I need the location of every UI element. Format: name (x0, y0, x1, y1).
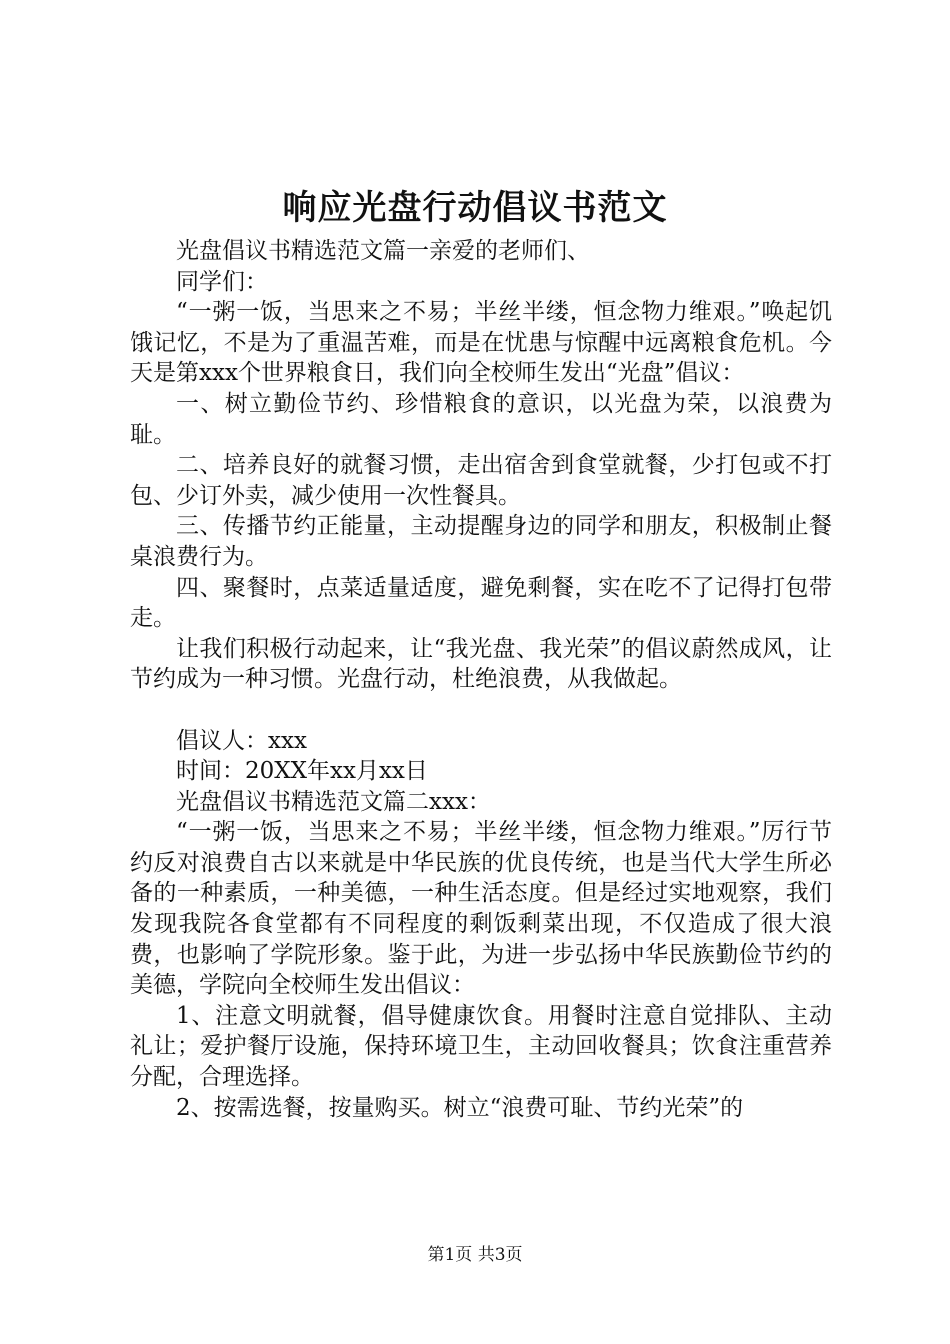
paragraph-11: 光盘倡议书精选范文篇二xxx： (176, 788, 491, 815)
document-title: 响应光盘行动倡议书范文 (282, 188, 668, 228)
paragraph-14: 2、按需选餐，按量购买。树立“浪费可耻、节约光荣”的 (176, 1094, 744, 1121)
paragraph-13: 1、注意文明就餐，倡导健康饮食。用餐时注意自觉排队、主动礼让；爱护餐厅设施，保持环境卫生，主动回收餐具；饮食注重营养分配，合理选择。 (130, 1002, 832, 1091)
document-body (130, 236, 832, 1123)
paragraph-6: 三、传播节约正能量，主动提醒身边的同学和朋友，积极制止餐桌浪费行为。 (130, 513, 832, 570)
date-line: 时间：20XX年xx月xx日 (176, 758, 428, 785)
paragraph-5: 二、培养良好的就餐习惯，走出宿舍到食堂就餐，少打包或不打包、少订外卖，减少使用一次性餐具。 (130, 452, 832, 509)
paragraph-8: 让我们积极行动起来，让“我光盘、我光荣”的倡议蔚然成风，让节约成为一种习惯。光盘行动，杜绝浪费，从我做起。 (130, 635, 832, 693)
proposer-line: 倡议人：xxx (176, 727, 307, 754)
paragraph-3: “一粥一饭，当思来之不易；半丝半缕，恒念物力维艰。”唤起饥饿记忆，不是为了重温苦难，而是在忧患与惊醒中远离粮食危机。今天是第xxx个世界粮食日，我们向全校师生发出“光盘”倡议： (130, 299, 832, 387)
paragraph-2: 同学们： (176, 268, 268, 295)
paragraph-4: 一、树立勤俭节约、珍惜粮食的意识，以光盘为荣，以浪费为耻。 (130, 390, 832, 448)
paragraph-7: 四、聚餐时，点菜适量适度，避免剩餐，实在吃不了记得打包带走。 (130, 574, 832, 632)
page-footer: 第1页 共3页 (427, 1245, 523, 1265)
paragraph-1: 光盘倡议书精选范文篇一亲爱的老师们、 (176, 238, 590, 264)
paragraph-12: “一粥一饭，当思来之不易；半丝半缕，恒念物力维艰。”厉行节约反对浪费自古以来就是中华民族的优良传统，也是当代大学生所必备的一种素质，一种美德，一种生活态度。但是经过实地观察，我们发现我院各食堂都有不同程度的剩饭剩菜出现，不仅造成了很大浪费，也影响了学院形象。鉴于此，为进一步弘扬中华民族勤俭节约的美德，学院向全校师生发出倡议： (130, 819, 832, 999)
